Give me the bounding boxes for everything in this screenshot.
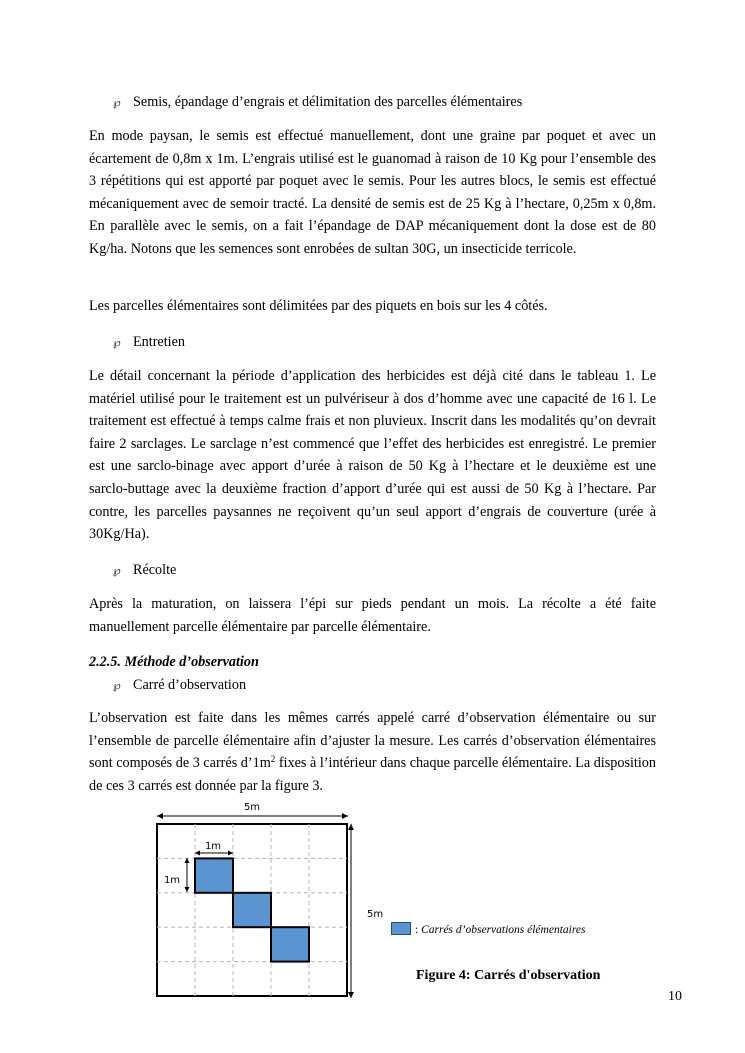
arrow-head-icon bbox=[342, 813, 348, 819]
arrow-head-icon bbox=[348, 992, 354, 998]
paragraph-text-part1: L’observation est faite dans les mêmes carrés appelé carré d’observation élémentaire ou sur l’ensemble de parcelle élémentaire afin d’ajuster la mesure. Les carrés d’observation élémentaires sont composés de 3 carrés d’1m bbox=[89, 710, 656, 772]
page-number: 10 bbox=[668, 989, 682, 1004]
section-heading: 2.2.5. Méthode d’observation bbox=[89, 654, 259, 670]
superscript: 2 bbox=[270, 754, 276, 765]
arrow-head-icon bbox=[228, 851, 233, 856]
figure-legend bbox=[391, 922, 585, 936]
leaf-bullet-icon: ℘ bbox=[113, 336, 121, 349]
bullet-entretien bbox=[113, 334, 185, 351]
paragraph-text-part2: fixes à l’intérieur dans chaque parcelle élémentaire. La disposition de ces 3 carrés est donnée par la figure 3. bbox=[89, 755, 656, 794]
legend-label: Carrés d’observations élémentaires bbox=[421, 924, 586, 936]
leaf-bullet-icon: ℘ bbox=[113, 96, 121, 109]
bullet-semis bbox=[113, 94, 522, 111]
dim-cell-width-label: 1m bbox=[204, 841, 222, 852]
leaf-bullet-icon: ℘ bbox=[113, 564, 121, 577]
dim-top-label: 5m bbox=[243, 802, 261, 813]
legend-swatch bbox=[391, 922, 411, 935]
observation-square bbox=[233, 893, 271, 927]
bullet-carre bbox=[113, 677, 246, 694]
observation-grid-figure bbox=[140, 797, 370, 1003]
figure-caption: Figure 4: Carrés d'observation bbox=[416, 968, 601, 983]
bullet-label: Entretien bbox=[133, 334, 185, 350]
observation-square bbox=[195, 858, 233, 892]
bullet-recolte bbox=[113, 562, 176, 579]
observation-square bbox=[271, 927, 309, 961]
bullet-label: Semis, épandage d’engrais et délimitation des parcelles élémentaires bbox=[133, 94, 523, 110]
dim-right-label: 5m bbox=[367, 909, 384, 920]
legend-prefix: : bbox=[415, 924, 422, 936]
paragraph-observation bbox=[89, 707, 656, 797]
dim-cell-height-label: 1m bbox=[163, 875, 181, 886]
arrow-head-icon bbox=[348, 824, 354, 830]
paragraph-delimitation: Les parcelles élémentaires sont délimitées par des piquets en bois sur les 4 côtés. bbox=[89, 298, 548, 314]
paragraph-recolte: Après la maturation, on laissera l’épi sur pieds pendant un mois. La récolte a été faite manuellement parcelle élémentaire par parcelle élémentaire. bbox=[89, 596, 656, 635]
arrow-head-icon bbox=[185, 887, 190, 892]
bullet-label: Carré d’observation bbox=[133, 677, 247, 693]
leaf-bullet-icon: ℘ bbox=[113, 679, 121, 692]
bullet-label: Récolte bbox=[133, 562, 177, 578]
highlighted-cells bbox=[195, 858, 309, 961]
arrow-head-icon bbox=[157, 813, 163, 819]
paragraph-entretien: Le détail concernant la période d’application des herbicides est déjà cité dans le tableau 1. Le matériel utilisé pour le traitement est un pulvériseur à dos d’homme avec une capacité de 16 l. Le traitement est effectué à temps calme frais et non pluvieux. Inscrit dans les modalités qu’on devrait faire 2 sarclages. Le sarclage n’est commencé que l’effet des herbicides est enregistré. Le premier est une sarclo-binage avec apport d’urée à raison de 50 Kg à l’hectare et le deuxième est une sarclo-buttage avec la deuxième fraction d’apport d’urée qui est aussi de 50 Kg à l’hectare. Par contre, les parcelles paysannes ne reçoivent qu’un seul apport d’engrais de couverture (urée à 30Kg/Ha). bbox=[89, 368, 656, 543]
arrow-head-icon bbox=[195, 851, 200, 856]
paragraph-semis: En mode paysan, le semis est effectué manuellement, dont une graine par poquet et avec un écartement de 0,8m x 1m. L’engrais utilisé est le guanomad à raison de 10 Kg pour l’ensemble des 3 répétitions qui est apporté par poquet avec le semis. Pour les autres blocs, le semis est effectué mécaniquement avec de semoir tracté. La densité de semis est de 25 Kg à l’hectare, 0,25m x 0,8m. En parallèle avec le semis, on a fait l’épandage de DAP mécaniquement dont la dose est de 80 Kg/ha. Notons que les semences sont enrobées de sultan 30G, un insecticide terricole. bbox=[89, 128, 656, 257]
